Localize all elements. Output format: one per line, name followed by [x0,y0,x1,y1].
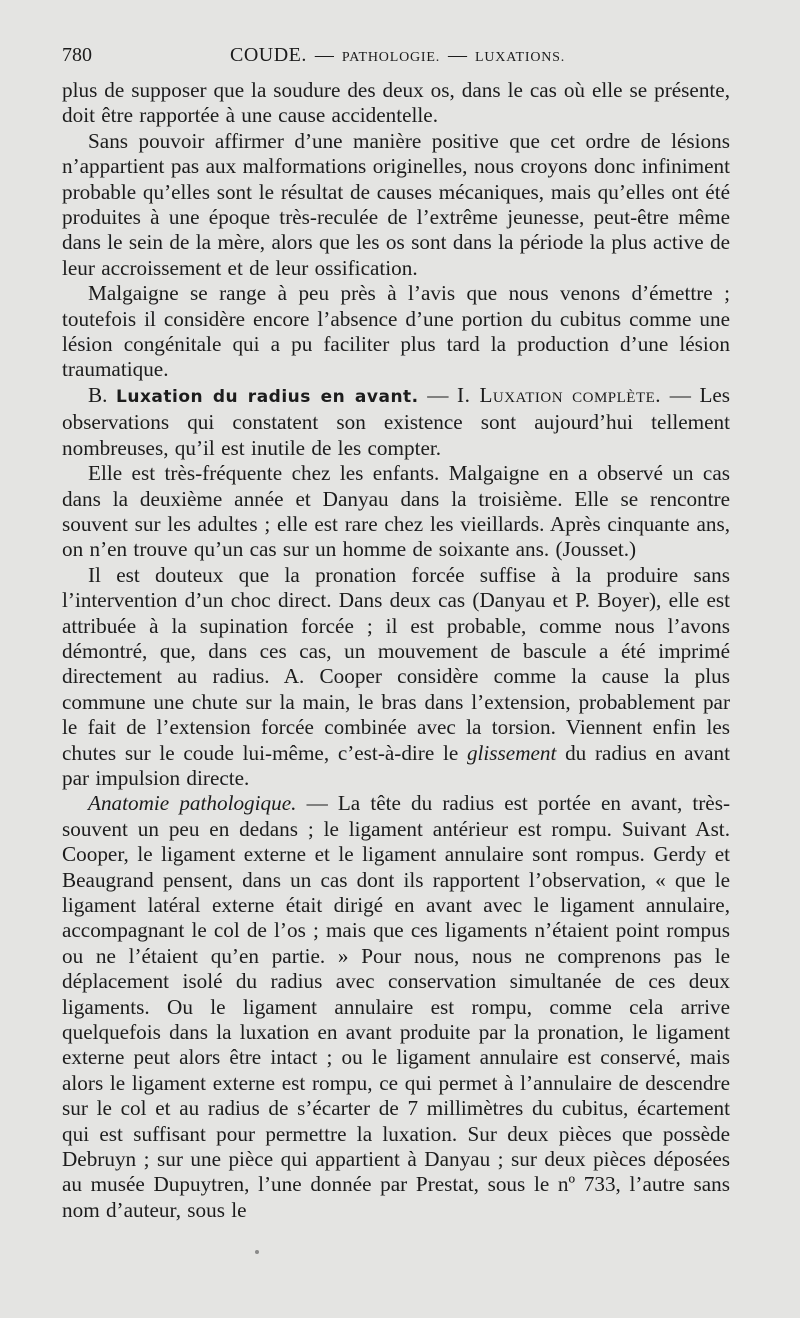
section-paragraph [62,383,730,461]
italic-heading: Anatomie pathologique. [88,791,297,816]
paragraph-text: Il est douteux que la pronation forcée suffise à la produire sans l’intervention d’un choc direct. Dans deux cas (Danyau et P. Boyer), elle est attribuée à la supination forcée ; il est probable, comme nous l’avons démontré, que, dans ces cas, un mouvement de bascule a été imprimé directement au radius. A. Cooper considère comme la cause la plus commune une chute sur la main, le bras dans l’extension, probablement par le fait de l’extension forcée combinée avec la torsion. Viennent enfin les chutes sur le coude lui-même, c’est-à-dire le [62,562,730,765]
paragraph-text: — La tête du radius est portée en avant, très-souvent un peu en dedans ; le ligament antérieur est rompu. Suivant Ast. Cooper, le ligament externe et le ligament annulaire sont rompus. Gerdy et Beaugrand pensent, dans un cas dont ils rapportent l’observation, « que le ligament latéral externe était dirigé en avant avec le ligament annulaire, accompagnant le col de l’os ; mais que ces ligaments n’étaient point rompus ou ne l’étaient qu’en partie. » Pour nous, nous ne comprenons pas le déplacement isolé du radius avec conservation simultanée de ces deux ligaments. Ou le ligament annulaire est rompu, comme cela arrive quelquefois dans la luxation en avant produite par la pronation, le ligament externe peut alors être intact ; ou le ligament annulaire est conservé, mais alors le ligament externe est rompu, ce qui permet à l’annulaire de descendre sur le col et au radius de s’écarter de 7 millimètres du cubitus, écartement qui est suffisant pour permettre la luxation. Sur deux pièces que possède Debruyn ; sur une pièce qui appartient à Danyau ; sur deux pièces déposées au musée Dupuytren, l’une donnée par Prestat, sous le nº 733, l’autre sans nom d’auteur, sous le [62,791,731,1222]
subsection-heading: I. Luxation complète. [457,382,662,407]
paragraph-text: — Les observations qui constatent son existence sont aujourd’hui tellement nombreuses, qu’il est inutile de les compter. [62,382,731,460]
body-text [62,78,730,1223]
section-label: B. [88,382,108,407]
paragraph: Elle est très-fréquente chez les enfants. Malgaigne en a observé un cas dans la deuxième année et Danyau dans la troisième. Elle se rencontre souvent sur les adultes ; elle est rare chez les vieillards. Après cinquante ans, on n’en trouve qu’un cas sur un homme de soixante ans. (Jousset.) [62,461,730,562]
paragraph-continuation: plus de supposer que la soudure des deux os, dans le cas où elle se présente, doit être rapportée à une cause accidentelle. [62,78,730,128]
paragraph [62,791,730,1223]
running-head-title: COUDE. [230,44,307,66]
running-head-separator: — [448,45,468,66]
heading-dash: — [427,382,449,407]
ink-speck [255,1250,259,1254]
paragraph-text: du radius en avant par impulsion directe. [62,740,730,790]
running-head [62,44,730,78]
running-head-section: PATHOLOGIE. [341,50,441,65]
paragraph [62,563,730,792]
page-number: 780 [62,44,92,66]
paragraph: Malgaigne se range à peu près à l’avis que nous venons d’émettre ; toutefois il considère encore l’absence d’une portion du cubitus comme une lésion congénitale qui a pu faciliter plus tard la production d’une lésion traumatique. [62,281,730,382]
section-heading: Luxation du radius en avant. [116,386,419,407]
italic-term: glissement [466,740,557,765]
running-head-separator: — [314,45,334,66]
paragraph: Sans pouvoir affirmer d’une manière positive que cet ordre de lésions n’appartient pas aux malformations originelles, nous croyons donc infiniment probable qu’elles sont le résultat de causes mécaniques, mais qu’elles ont été produites à une époque très-reculée de l’extrême jeunesse, peut-être même dans le sein de la mère, alors que les os sont dans la période la plus active de leur accroissement et de leur ossification. [62,128,730,280]
running-head-subsection: LUXATIONS. [475,50,566,65]
